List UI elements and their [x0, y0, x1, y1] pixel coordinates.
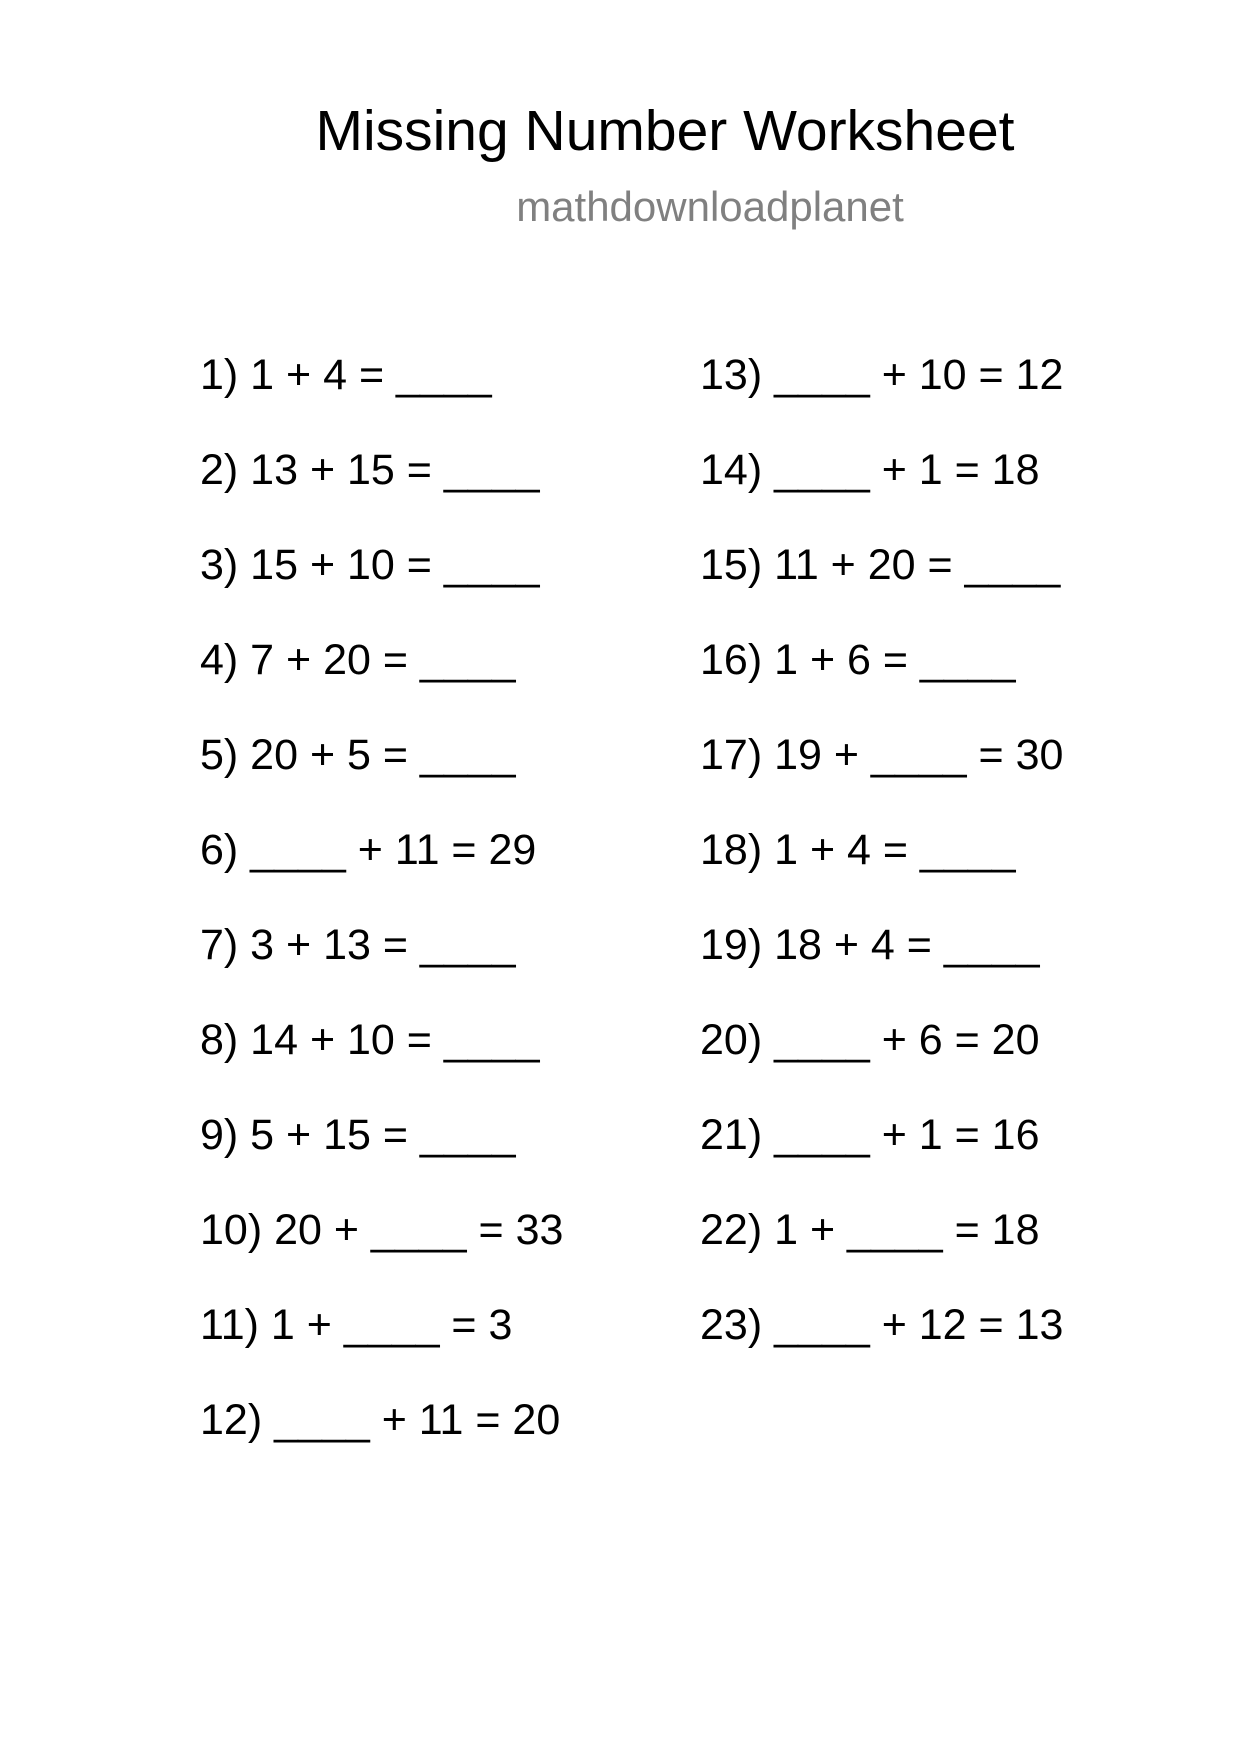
problem-item: 22) 1 + ____ = 18 [700, 1206, 1040, 1254]
problem-item: 17) 19 + ____ = 30 [700, 731, 1064, 779]
problem-item: 5) 20 + 5 = ____ [200, 731, 516, 779]
problem-item: 16) 1 + 6 = ____ [700, 636, 1016, 684]
problem-item: 7) 3 + 13 = ____ [200, 921, 516, 969]
problems-left-column [200, 350, 563, 1490]
problem-item: 11) 1 + ____ = 3 [200, 1301, 513, 1349]
problem-item: 2) 13 + 15 = ____ [200, 446, 540, 494]
problems-right-column [700, 350, 1063, 1395]
problem-item: 20) ____ + 6 = 20 [700, 1016, 1040, 1064]
problem-item: 15) 11 + 20 = ____ [700, 541, 1061, 589]
problem-item: 4) 7 + 20 = ____ [200, 636, 516, 684]
worksheet-title: Missing Number Worksheet [315, 99, 1015, 163]
problem-item: 21) ____ + 1 = 16 [700, 1111, 1040, 1159]
problem-item: 19) 18 + 4 = ____ [700, 921, 1040, 969]
problem-item: 23) ____ + 12 = 13 [700, 1301, 1064, 1349]
problem-item: 10) 20 + ____ = 33 [200, 1206, 564, 1254]
problem-item: 13) ____ + 10 = 12 [700, 351, 1064, 399]
problem-item: 12) ____ + 11 = 20 [200, 1396, 561, 1444]
worksheet-subtitle: mathdownloadplanet [516, 183, 904, 230]
problem-item: 1) 1 + 4 = ____ [200, 351, 492, 399]
problem-item: 3) 15 + 10 = ____ [200, 541, 540, 589]
problem-item: 6) ____ + 11 = 29 [200, 826, 537, 874]
problem-item: 8) 14 + 10 = ____ [200, 1016, 540, 1064]
problem-item: 18) 1 + 4 = ____ [700, 826, 1016, 874]
problem-item: 9) 5 + 15 = ____ [200, 1111, 516, 1159]
problem-item: 14) ____ + 1 = 18 [700, 446, 1040, 494]
